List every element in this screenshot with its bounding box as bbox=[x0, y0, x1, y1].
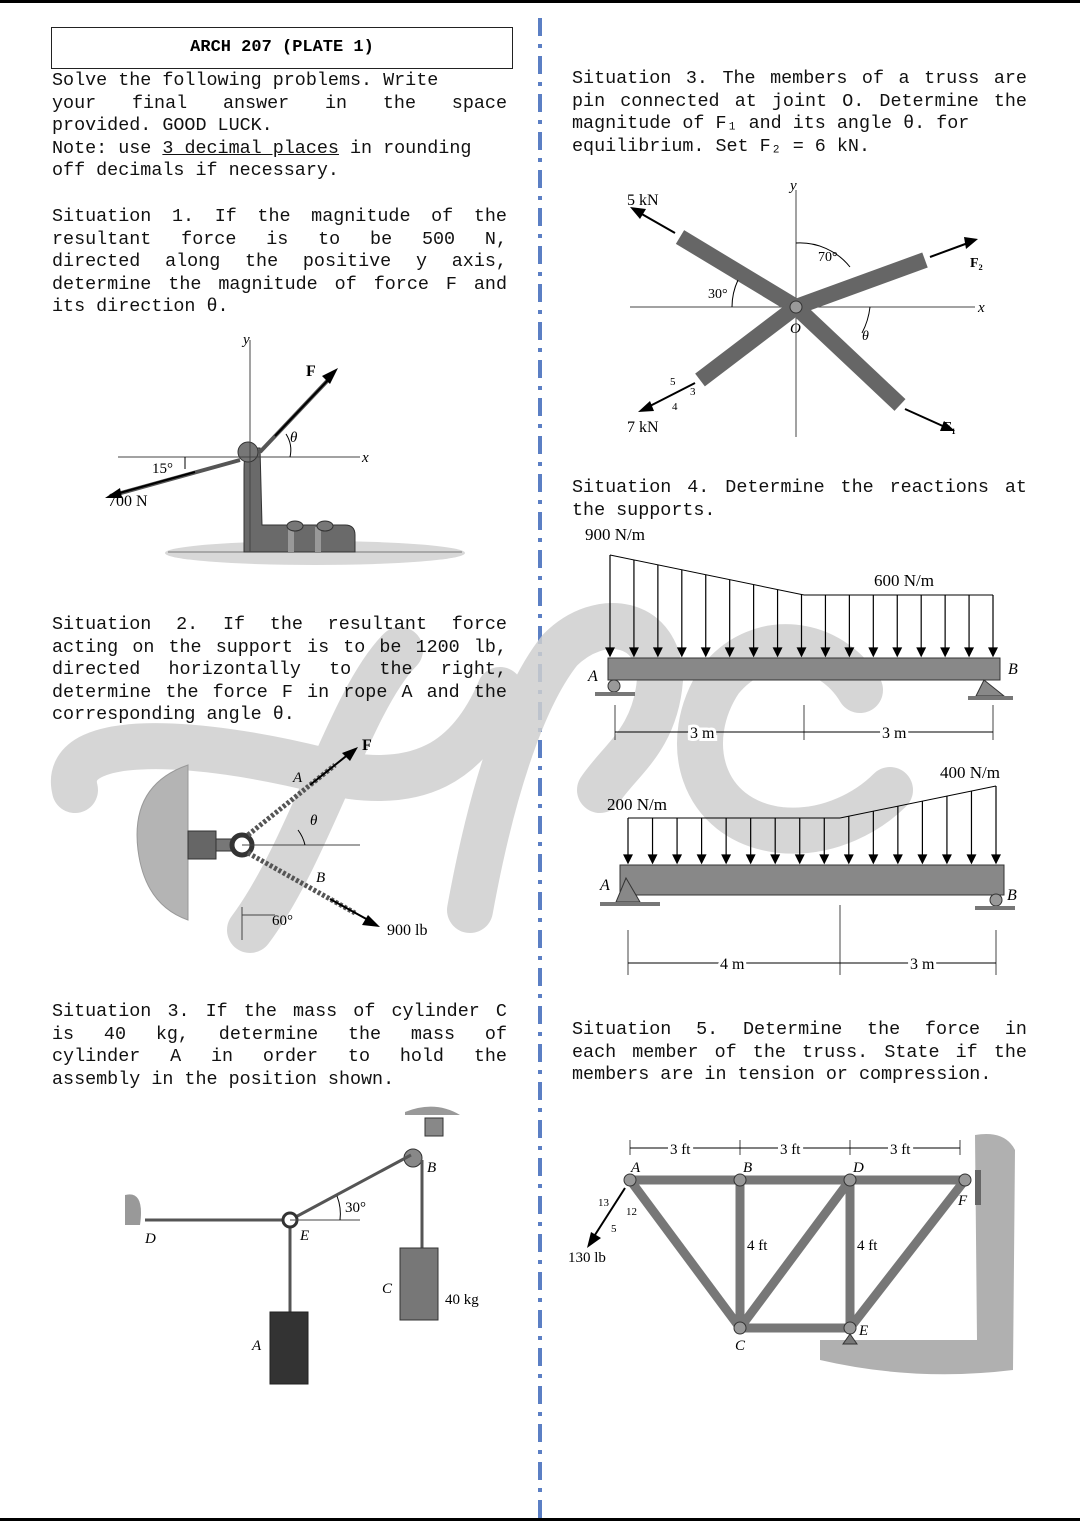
fig3b-slope5: 5 bbox=[670, 376, 676, 388]
s2-line: corresponding angle θ. bbox=[52, 704, 295, 726]
load-arrowhead bbox=[918, 855, 926, 863]
situation1-figure bbox=[100, 330, 470, 590]
fig3b-5kN-label: 5 kN bbox=[627, 192, 659, 209]
fig3a-mass-label: 40 kg bbox=[445, 1292, 479, 1308]
instruction-line: Solve the following problems. Write bbox=[52, 70, 439, 91]
fig5-d1-label: 3 ft bbox=[670, 1142, 691, 1158]
fig5-slope5: 5 bbox=[611, 1223, 617, 1235]
beam1-w1-label: 900 N/m bbox=[585, 525, 645, 544]
fig1-y-label: y bbox=[243, 332, 250, 348]
s2-line: determine the force F in rope A and the bbox=[52, 681, 507, 703]
load-arrowhead bbox=[774, 648, 782, 656]
s1-line: determine the magnitude of force F and bbox=[52, 273, 507, 295]
load-arrowhead bbox=[893, 648, 901, 656]
load-arrowhead bbox=[722, 855, 730, 863]
note-prefix: Note: use bbox=[52, 137, 163, 159]
fig5-F-label: F bbox=[958, 1193, 968, 1209]
fig3b-O-label: O bbox=[790, 321, 801, 337]
fig3b-theta-label: θ bbox=[862, 329, 869, 344]
instruction-line: your final answer in the space bbox=[52, 92, 507, 114]
load-arrowhead bbox=[845, 855, 853, 863]
fig5-slope12: 12 bbox=[626, 1206, 637, 1218]
load-arrowhead bbox=[678, 648, 686, 656]
fig5-force-label: 130 lb bbox=[568, 1250, 606, 1266]
fig5-B-label: B bbox=[743, 1160, 753, 1176]
load-arrowhead bbox=[771, 855, 779, 863]
load-arrowhead bbox=[869, 855, 877, 863]
load-arrowhead bbox=[869, 648, 877, 656]
load-arrowhead bbox=[624, 855, 632, 863]
situation4-beam1-figure bbox=[580, 520, 1030, 750]
load-arrowhead bbox=[941, 648, 949, 656]
s5-line: each member of the truss. State if the bbox=[572, 1041, 1027, 1063]
fig3a-E-label: E bbox=[300, 1228, 310, 1244]
fig3b-30-label: 30° bbox=[708, 287, 728, 302]
fig3a-B-label: B bbox=[427, 1160, 437, 1176]
load-arrowhead bbox=[747, 855, 755, 863]
beam1-A-label: A bbox=[588, 668, 598, 685]
fig5-d2-label: 3 ft bbox=[780, 1142, 801, 1158]
instructions bbox=[52, 70, 507, 183]
load-arrowhead bbox=[894, 855, 902, 863]
fig1-angle-label: 15° bbox=[152, 461, 173, 477]
s3b-line: equilibrium. Set F₂ = 6 kN. bbox=[572, 135, 870, 157]
fig5-A-label: A bbox=[631, 1160, 641, 1176]
column-divider bbox=[538, 18, 542, 1518]
s3b-line: Situation 3. The members of a truss are bbox=[572, 68, 1027, 89]
note-suffix: in rounding bbox=[338, 137, 472, 159]
s4-line: Situation 4. Determine the reactions at bbox=[572, 477, 1027, 498]
s3a-line: Situation 3. If the mass of cylinder C bbox=[52, 1001, 507, 1022]
s5-line: members are in tension or compression. bbox=[572, 1064, 992, 1086]
s1-line: its direction θ. bbox=[52, 296, 229, 318]
fig3a-D-label: D bbox=[145, 1231, 156, 1247]
load-arrowhead bbox=[845, 648, 853, 656]
load-arrowhead bbox=[992, 855, 1000, 863]
fig3b-slope4: 4 bbox=[672, 401, 678, 413]
s5-line: Situation 5. Determine the force in bbox=[572, 1019, 1027, 1040]
fig3a-angle-label: 30° bbox=[345, 1200, 366, 1216]
note-underlined: 3 decimal places bbox=[162, 137, 339, 159]
instruction-line: provided. GOOD LUCK. bbox=[52, 115, 273, 137]
load-arrowhead bbox=[630, 648, 638, 656]
situation1-text bbox=[52, 206, 507, 319]
fig5-E-label: E bbox=[859, 1323, 869, 1339]
load-arrowhead bbox=[750, 648, 758, 656]
fig3b-F2-label: F₂ bbox=[970, 256, 983, 271]
s3b-line: magnitude of F₁ and its angle θ. for bbox=[572, 113, 970, 135]
note-line bbox=[52, 138, 507, 161]
s2-line: Situation 2. If the resultant force bbox=[52, 614, 507, 635]
fig2-angle-label: 60° bbox=[272, 913, 293, 929]
situation3a-text bbox=[52, 1001, 507, 1091]
load-arrowhead bbox=[943, 855, 951, 863]
load-arrowhead bbox=[917, 648, 925, 656]
fig5-d3-label: 3 ft bbox=[890, 1142, 911, 1158]
beam2-d1-label: 4 m bbox=[720, 956, 745, 973]
fig3b-7kN-label: 7 kN bbox=[627, 419, 659, 436]
fig2-B-label: B bbox=[316, 870, 326, 886]
s1-line: Situation 1. If the magnitude of the bbox=[52, 206, 507, 227]
fig2-F-label: F bbox=[362, 737, 372, 754]
load-arrowhead bbox=[698, 855, 706, 863]
fig2-A-label: A bbox=[293, 770, 303, 786]
load-arrowhead bbox=[649, 855, 657, 863]
situation2-text bbox=[52, 614, 507, 727]
situation3b-text bbox=[572, 68, 1027, 158]
fig1-F-label: F bbox=[306, 363, 316, 380]
load-arrowhead bbox=[989, 648, 997, 656]
instruction-line: off decimals if necessary. bbox=[52, 160, 339, 182]
s4-line: the supports. bbox=[572, 499, 716, 521]
load-arrowhead bbox=[702, 648, 710, 656]
load-arrowhead bbox=[606, 648, 614, 656]
fig5-h1-label: 4 ft bbox=[747, 1238, 768, 1254]
fig3b-y-label: y bbox=[790, 178, 797, 194]
fig3a-A-label: A bbox=[252, 1338, 262, 1354]
fig2-force-label: 900 lb bbox=[387, 922, 428, 939]
fig5-slope13: 13 bbox=[598, 1197, 609, 1209]
fig1-force-label: 700 N bbox=[108, 493, 148, 510]
beam2-A-label: A bbox=[600, 877, 610, 894]
load-arrowhead bbox=[798, 648, 806, 656]
s3b-line: pin connected at joint O. Determine the bbox=[572, 90, 1027, 112]
load-arrowhead bbox=[654, 648, 662, 656]
load-arrowhead bbox=[673, 855, 681, 863]
fig3b-F1-label: F₁ bbox=[943, 420, 956, 435]
beam1-d1-label: 3 m bbox=[690, 725, 715, 742]
load-arrowhead bbox=[820, 855, 828, 863]
fig3b-70-label: 70° bbox=[818, 250, 838, 265]
situation5-figure bbox=[565, 1130, 1045, 1380]
s2-line: directed horizontally to the right, bbox=[52, 659, 507, 681]
fig1-x-label: x bbox=[362, 450, 369, 466]
load-arrowhead bbox=[796, 855, 804, 863]
s1-line: resultant force is to be 500 N, bbox=[52, 228, 507, 250]
load-arrowhead bbox=[821, 648, 829, 656]
situation5-text bbox=[572, 1019, 1027, 1087]
beam2-B-label: B bbox=[1007, 887, 1017, 904]
s2-line: acting on the support is to be 1200 lb, bbox=[52, 636, 507, 658]
fig3b-slope3: 3 bbox=[690, 386, 696, 398]
situation4-text bbox=[572, 477, 1027, 522]
fig5-h2-label: 4 ft bbox=[857, 1238, 878, 1254]
load-arrowhead bbox=[965, 648, 973, 656]
beam2-w1-label: 200 N/m bbox=[607, 795, 667, 814]
load-arrowhead bbox=[726, 648, 734, 656]
beam1-w2-label: 600 N/m bbox=[874, 571, 934, 590]
s3a-line: cylinder A in order to hold the bbox=[52, 1046, 507, 1068]
situation3b-figure bbox=[600, 175, 1020, 440]
beam1-d2-label: 3 m bbox=[882, 725, 907, 742]
fig5-C-label: C bbox=[735, 1338, 746, 1354]
page-title: ARCH 207 (PLATE 1) bbox=[51, 27, 513, 69]
s3a-line: is 40 kg, determine the mass of bbox=[52, 1023, 507, 1045]
fig5-D-label: D bbox=[853, 1160, 864, 1176]
situation2-figure bbox=[130, 735, 450, 950]
load-arrowhead bbox=[967, 855, 975, 863]
s3a-line: assembly in the position shown. bbox=[52, 1068, 395, 1090]
situation4-beam2-figure bbox=[580, 760, 1030, 980]
beam1-B-label: B bbox=[1008, 661, 1018, 678]
situation3a-figure bbox=[115, 1100, 479, 1395]
fig2-theta-label: θ bbox=[310, 813, 318, 829]
beam2-w2-label: 400 N/m bbox=[940, 763, 1000, 782]
beam2-d2-label: 3 m bbox=[910, 956, 935, 973]
fig1-theta-label: θ bbox=[290, 430, 298, 446]
fig3a-C-label: C bbox=[382, 1281, 393, 1297]
fig3b-x-label: x bbox=[978, 300, 985, 316]
top-border bbox=[0, 0, 1080, 3]
s1-line: directed along the positive y axis, bbox=[52, 251, 507, 273]
